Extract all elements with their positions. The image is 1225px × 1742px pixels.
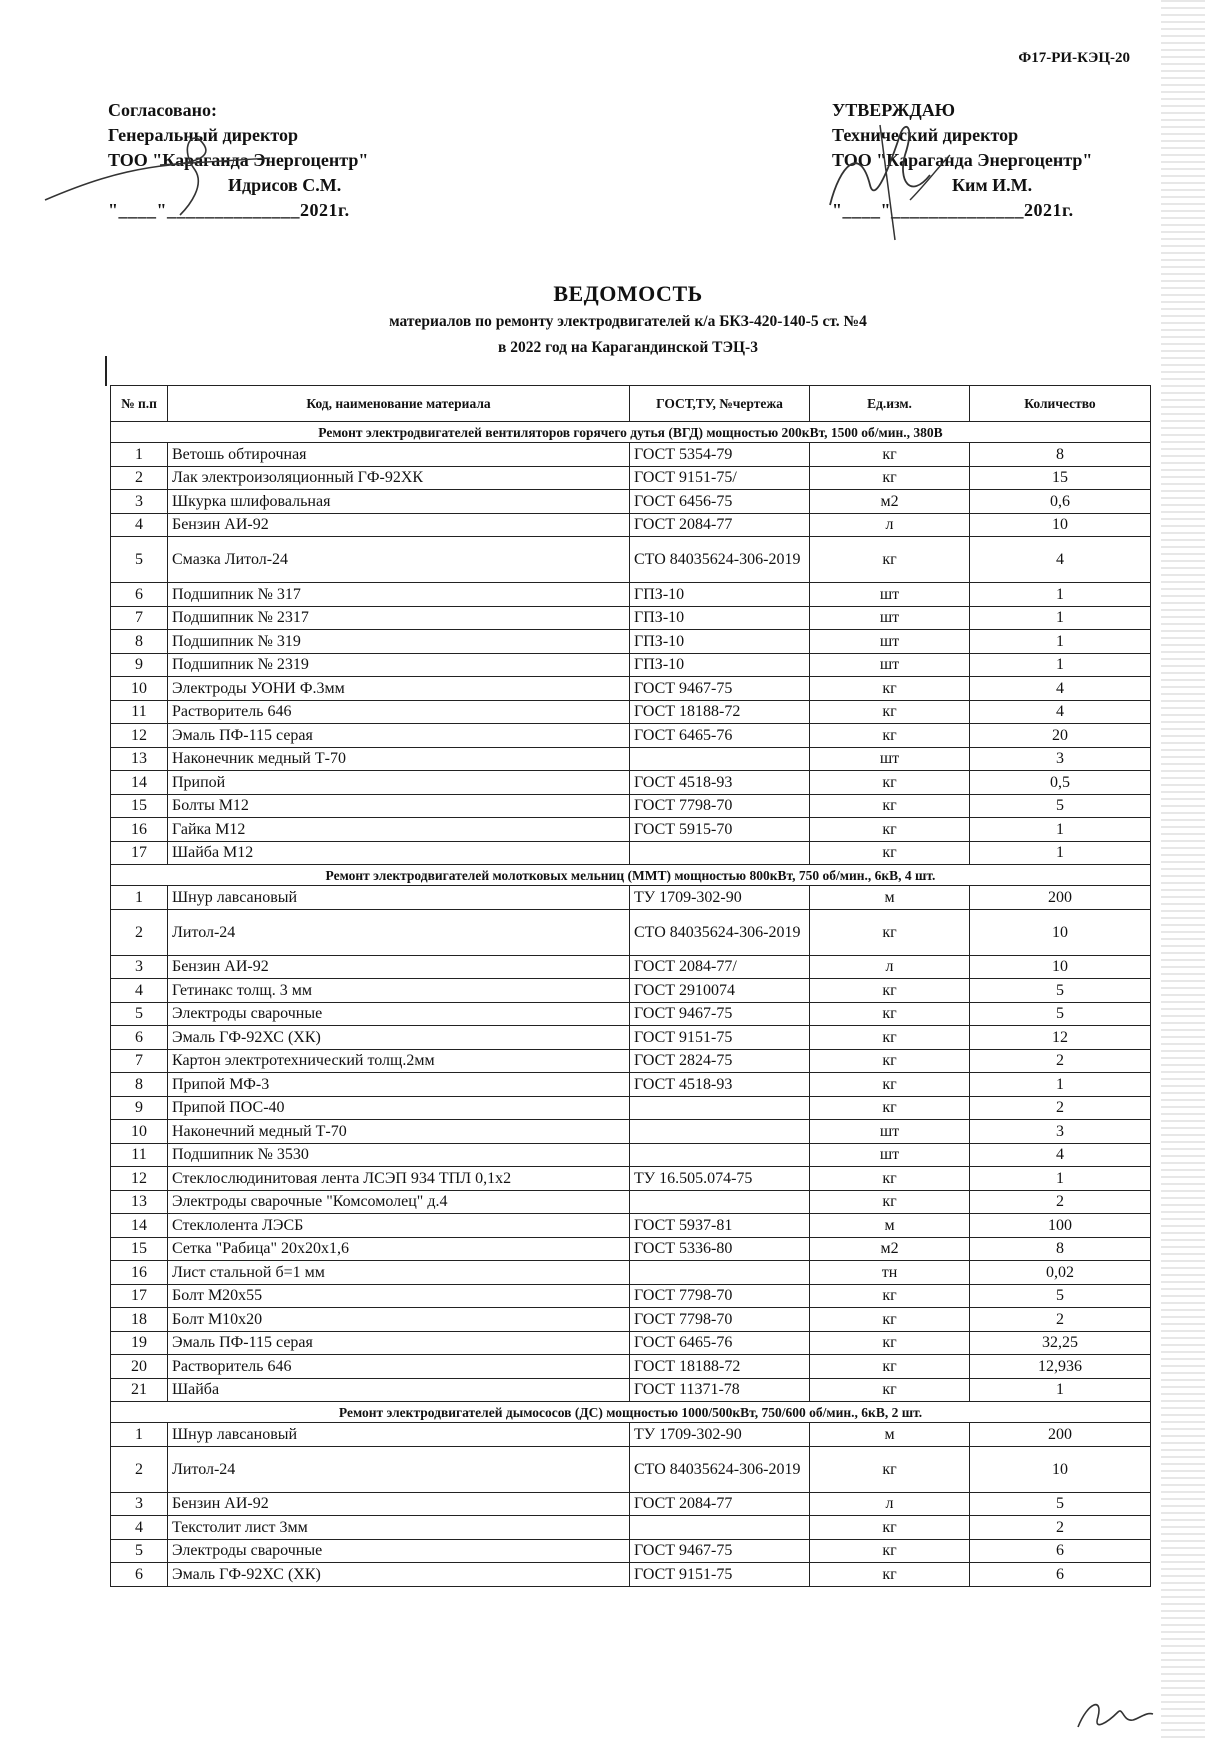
material-name: Электроды сварочные "Комсомолец" д.4: [168, 1190, 630, 1214]
page-initials-signature: [1068, 1692, 1158, 1737]
approval-right-line2: Технический директор: [832, 125, 1019, 145]
gost-reference: ГПЗ-10: [630, 653, 810, 677]
table-row: [111, 1539, 1151, 1563]
row-number: 19: [111, 1331, 168, 1355]
approval-right-line1: УТВЕРЖДАЮ: [832, 100, 956, 120]
quantity: 4: [970, 677, 1151, 701]
table-row: [111, 1284, 1151, 1308]
material-name: Эмаль ГФ-92ХС (ХК): [168, 1026, 630, 1050]
gost-reference: ГОСТ 9467-75: [630, 1002, 810, 1026]
quantity: 1: [970, 653, 1151, 677]
table-row: [111, 1516, 1151, 1540]
approval-left-date: "____"______________2021г.: [108, 200, 350, 220]
material-name: Шнур лавсановый: [168, 886, 630, 910]
quantity: 10: [970, 909, 1151, 955]
quantity: 1: [970, 841, 1151, 865]
row-number: 9: [111, 1096, 168, 1120]
material-name: Шнур лавсановый: [168, 1423, 630, 1447]
material-name: Гайка М12: [168, 818, 630, 842]
gost-reference: ГОСТ 4518-93: [630, 771, 810, 795]
table-row: [111, 1355, 1151, 1379]
material-name: Эмаль ПФ-115 серая: [168, 724, 630, 748]
material-name: Наконечник медный Т-70: [168, 747, 630, 771]
approval-right-name: Ким И.М.: [952, 175, 1033, 195]
title-block: [108, 281, 1148, 359]
quantity: 1: [970, 606, 1151, 630]
unit-of-measure: кг: [810, 1190, 970, 1214]
approval-right-line3: ТОО "Караганда Энергоцентр": [832, 150, 1093, 170]
table-row: [111, 1002, 1151, 1026]
material-name: Шайба: [168, 1378, 630, 1402]
table-row: [111, 1423, 1151, 1447]
gost-reference: [630, 1516, 810, 1540]
approval-left-line3: ТОО "Караганда Энергоцентр": [108, 150, 369, 170]
gost-reference: ГОСТ 2910074: [630, 979, 810, 1003]
material-name: Подшипник № 2319: [168, 653, 630, 677]
quantity: 3: [970, 1120, 1151, 1144]
row-number: 18: [111, 1308, 168, 1332]
gost-reference: ГОСТ 2084-77/: [630, 955, 810, 979]
table-row: [111, 1563, 1151, 1587]
gost-reference: ТУ 1709-302-90: [630, 1423, 810, 1447]
unit-of-measure: кг: [810, 1049, 970, 1073]
row-number: 6: [111, 1563, 168, 1587]
section-header-row: [111, 422, 1151, 443]
quantity: 4: [970, 1143, 1151, 1167]
table-row: [111, 583, 1151, 607]
gost-reference: ГПЗ-10: [630, 630, 810, 654]
row-number: 3: [111, 490, 168, 514]
material-name: Ветошь обтирочная: [168, 443, 630, 467]
scan-edge-artifact: [1161, 0, 1205, 1742]
gost-reference: ГОСТ 18188-72: [630, 1355, 810, 1379]
row-number: 4: [111, 513, 168, 537]
unit-of-measure: м: [810, 886, 970, 910]
material-name: Электроды УОНИ Ф.3мм: [168, 677, 630, 701]
material-name: Подшипник № 317: [168, 583, 630, 607]
unit-of-measure: шт: [810, 747, 970, 771]
unit-of-measure: кг: [810, 1331, 970, 1355]
quantity: 12,936: [970, 1355, 1151, 1379]
document-title: ВЕДОМОСТЬ: [553, 281, 703, 306]
gost-reference: ГОСТ 5915-70: [630, 818, 810, 842]
gost-reference: [630, 1120, 810, 1144]
material-name: Бензин АИ-92: [168, 513, 630, 537]
row-number: 12: [111, 724, 168, 748]
quantity: 15: [970, 466, 1151, 490]
row-number: 8: [111, 1073, 168, 1097]
unit-of-measure: кг: [810, 466, 970, 490]
table-row: [111, 1446, 1151, 1492]
unit-of-measure: кг: [810, 537, 970, 583]
row-number: 8: [111, 630, 168, 654]
material-name: Картон электротехнический толщ.2мм: [168, 1049, 630, 1073]
row-number: 5: [111, 1539, 168, 1563]
quantity: 200: [970, 1423, 1151, 1447]
material-name: Текстолит лист 3мм: [168, 1516, 630, 1540]
unit-of-measure: м: [810, 1214, 970, 1238]
gost-reference: [630, 841, 810, 865]
quantity: 0,5: [970, 771, 1151, 795]
quantity: 12: [970, 1026, 1151, 1050]
unit-of-measure: шт: [810, 1120, 970, 1144]
section-title: Ремонт электродвигателей вентиляторов горячего дутья (ВГД) мощностью 200кВт, 1500 об/мин., 380В: [111, 422, 1151, 443]
table-row: [111, 1237, 1151, 1261]
quantity: 10: [970, 513, 1151, 537]
unit-of-measure: кг: [810, 1284, 970, 1308]
material-name: Смазка Литол-24: [168, 537, 630, 583]
gost-reference: [630, 747, 810, 771]
table-row: [111, 490, 1151, 514]
material-name: Литол-24: [168, 1446, 630, 1492]
table-row: [111, 677, 1151, 701]
gost-reference: [630, 1261, 810, 1285]
quantity: 2: [970, 1308, 1151, 1332]
row-number: 21: [111, 1378, 168, 1402]
material-name: Припой ПОС-40: [168, 1096, 630, 1120]
material-name: Растворитель 646: [168, 700, 630, 724]
quantity: 2: [970, 1516, 1151, 1540]
row-number: 4: [111, 979, 168, 1003]
quantity: 5: [970, 1492, 1151, 1516]
material-name: Лист стальной б=1 мм: [168, 1261, 630, 1285]
material-name: Литол-24: [168, 909, 630, 955]
unit-of-measure: шт: [810, 630, 970, 654]
unit-of-measure: кг: [810, 724, 970, 748]
table-row: [111, 700, 1151, 724]
unit-of-measure: шт: [810, 583, 970, 607]
table-row: [111, 841, 1151, 865]
row-number: 13: [111, 747, 168, 771]
gost-reference: ТУ 16.505.074-75: [630, 1167, 810, 1191]
unit-of-measure: кг: [810, 979, 970, 1003]
unit-of-measure: тн: [810, 1261, 970, 1285]
table-row: [111, 1308, 1151, 1332]
gost-reference: ГОСТ 5937-81: [630, 1214, 810, 1238]
material-name: Подшипник № 2317: [168, 606, 630, 630]
table-row: [111, 747, 1151, 771]
gost-reference: ГОСТ 9467-75: [630, 677, 810, 701]
table-row: [111, 1378, 1151, 1402]
gost-reference: ГОСТ 5354-79: [630, 443, 810, 467]
quantity: 32,25: [970, 1331, 1151, 1355]
table-row: [111, 979, 1151, 1003]
material-name: Подшипник № 3530: [168, 1143, 630, 1167]
unit-of-measure: кг: [810, 909, 970, 955]
gost-reference: ГОСТ 7798-70: [630, 794, 810, 818]
quantity: 100: [970, 1214, 1151, 1238]
row-number: 2: [111, 466, 168, 490]
gost-reference: ГПЗ-10: [630, 606, 810, 630]
quantity: 6: [970, 1539, 1151, 1563]
table-row: [111, 1331, 1151, 1355]
unit-of-measure: кг: [810, 841, 970, 865]
approval-left-line1: Согласовано:: [108, 100, 217, 120]
table-row: [111, 1073, 1151, 1097]
quantity: 2: [970, 1049, 1151, 1073]
table-row: [111, 794, 1151, 818]
row-number: 1: [111, 886, 168, 910]
table-row: [111, 443, 1151, 467]
section-header-row: [111, 865, 1151, 886]
unit-of-measure: кг: [810, 1073, 970, 1097]
quantity: 200: [970, 886, 1151, 910]
section-title: Ремонт электродвигателей молотковых мельниц (ММТ) мощностью 800кВт, 750 об/мин., 6кВ, 4 шт.: [111, 865, 1151, 886]
row-number: 15: [111, 1237, 168, 1261]
approval-left-name: Идрисов С.М.: [228, 175, 342, 195]
material-name: Стеклолента ЛЭСБ: [168, 1214, 630, 1238]
quantity: 5: [970, 1002, 1151, 1026]
quantity: 1: [970, 818, 1151, 842]
row-number: 7: [111, 1049, 168, 1073]
signature-left: [40, 130, 280, 220]
unit-of-measure: кг: [810, 1002, 970, 1026]
table-row: [111, 955, 1151, 979]
unit-of-measure: л: [810, 1492, 970, 1516]
gost-reference: СТО 84035624-306-2019: [630, 909, 810, 955]
material-name: Болт М20х55: [168, 1284, 630, 1308]
row-number: 6: [111, 1026, 168, 1050]
row-number: 10: [111, 1120, 168, 1144]
quantity: 6: [970, 1563, 1151, 1587]
gost-reference: ГОСТ 5336-80: [630, 1237, 810, 1261]
quantity: 10: [970, 955, 1151, 979]
materials-table: [110, 385, 1151, 1587]
table-row: [111, 1120, 1151, 1144]
unit-of-measure: шт: [810, 606, 970, 630]
unit-of-measure: кг: [810, 1539, 970, 1563]
gost-reference: ГОСТ 2824-75: [630, 1049, 810, 1073]
row-number: 1: [111, 1423, 168, 1447]
row-number: 6: [111, 583, 168, 607]
gost-reference: ГОСТ 9151-75: [630, 1563, 810, 1587]
gost-reference: ТУ 1709-302-90: [630, 886, 810, 910]
row-number: 4: [111, 1516, 168, 1540]
material-name: Электроды сварочные: [168, 1539, 630, 1563]
material-name: Стеклослюдинитовая лента ЛСЭП 934 ТПЛ 0,1х2: [168, 1167, 630, 1191]
quantity: 2: [970, 1190, 1151, 1214]
row-number: 3: [111, 955, 168, 979]
table-row: [111, 886, 1151, 910]
unit-of-measure: шт: [810, 653, 970, 677]
row-number: 15: [111, 794, 168, 818]
table-row: [111, 1026, 1151, 1050]
unit-of-measure: кг: [810, 1355, 970, 1379]
row-number: 14: [111, 1214, 168, 1238]
table-row: [111, 606, 1151, 630]
gost-reference: ГОСТ 9151-75/: [630, 466, 810, 490]
material-name: Подшипник № 319: [168, 630, 630, 654]
table-row: [111, 513, 1151, 537]
gost-reference: [630, 1143, 810, 1167]
unit-of-measure: м2: [810, 490, 970, 514]
material-name: Гетинакс толщ. 3 мм: [168, 979, 630, 1003]
row-number: 1: [111, 443, 168, 467]
unit-of-measure: кг: [810, 818, 970, 842]
gost-reference: [630, 1190, 810, 1214]
table-row: [111, 630, 1151, 654]
row-number: 16: [111, 818, 168, 842]
gost-reference: [630, 1096, 810, 1120]
row-number: 5: [111, 1002, 168, 1026]
material-name: Бензин АИ-92: [168, 955, 630, 979]
table-row: [111, 909, 1151, 955]
row-number: 11: [111, 700, 168, 724]
quantity: 1: [970, 1378, 1151, 1402]
row-number: 17: [111, 841, 168, 865]
unit-of-measure: кг: [810, 1167, 970, 1191]
unit-of-measure: кг: [810, 700, 970, 724]
document-subtitle-1: материалов по ремонту электродвигателей к/а БКЗ-420-140-5 ст. №4: [389, 313, 867, 330]
unit-of-measure: кг: [810, 1026, 970, 1050]
unit-of-measure: л: [810, 513, 970, 537]
quantity: 0,02: [970, 1261, 1151, 1285]
unit-of-measure: м2: [810, 1237, 970, 1261]
material-name: Припой: [168, 771, 630, 795]
material-name: Эмаль ГФ-92ХС (ХК): [168, 1563, 630, 1587]
section-title: Ремонт электродвигателей дымососов (ДС) мощностью 1000/500кВт, 750/600 об/мин., 6кВ, 2 шт.: [111, 1402, 1151, 1423]
material-name: Болты М12: [168, 794, 630, 818]
material-name: Болт М10х20: [168, 1308, 630, 1332]
row-number: 5: [111, 537, 168, 583]
quantity: 1: [970, 1073, 1151, 1097]
material-name: Шкурка шлифовальная: [168, 490, 630, 514]
quantity: 2: [970, 1096, 1151, 1120]
table-row: [111, 537, 1151, 583]
material-name: Электроды сварочные: [168, 1002, 630, 1026]
unit-of-measure: кг: [810, 794, 970, 818]
table-row: [111, 1214, 1151, 1238]
quantity: 5: [970, 794, 1151, 818]
section-header-row: [111, 1402, 1151, 1423]
header-unit: Ед.изм.: [810, 386, 970, 422]
header-gost: ГОСТ,ТУ, №чертежа: [630, 386, 810, 422]
approval-left-line2: Генеральный директор: [108, 125, 298, 145]
header-name: Код, наименование материала: [168, 386, 630, 422]
row-number: 13: [111, 1190, 168, 1214]
unit-of-measure: кг: [810, 1446, 970, 1492]
row-number: 20: [111, 1355, 168, 1379]
table-row: [111, 724, 1151, 748]
gost-reference: ГОСТ 9151-75: [630, 1026, 810, 1050]
approval-right-date: "____"______________2021г.: [832, 200, 1074, 220]
unit-of-measure: кг: [810, 677, 970, 701]
gost-reference: ГОСТ 2084-77: [630, 1492, 810, 1516]
gost-reference: ГОСТ 7798-70: [630, 1308, 810, 1332]
quantity: 5: [970, 1284, 1151, 1308]
material-name: Растворитель 646: [168, 1355, 630, 1379]
row-number: 14: [111, 771, 168, 795]
unit-of-measure: кг: [810, 1378, 970, 1402]
quantity: 3: [970, 747, 1151, 771]
gost-reference: СТО 84035624-306-2019: [630, 1446, 810, 1492]
row-number: 11: [111, 1143, 168, 1167]
row-number: 9: [111, 653, 168, 677]
document-subtitle-2: в 2022 год на Карагандинской ТЭЦ-3: [498, 339, 758, 356]
table-row: [111, 1167, 1151, 1191]
table-row: [111, 1190, 1151, 1214]
unit-of-measure: кг: [810, 1563, 970, 1587]
row-number: 2: [111, 1446, 168, 1492]
gost-reference: ГОСТ 6465-76: [630, 724, 810, 748]
row-number: 3: [111, 1492, 168, 1516]
gost-reference: ГОСТ 7798-70: [630, 1284, 810, 1308]
material-name: Припой МФ-3: [168, 1073, 630, 1097]
gost-reference: ГОСТ 6465-76: [630, 1331, 810, 1355]
quantity: 10: [970, 1446, 1151, 1492]
unit-of-measure: кг: [810, 1516, 970, 1540]
document-code: Ф17-РИ-КЭЦ-20: [1018, 50, 1130, 66]
quantity: 4: [970, 700, 1151, 724]
unit-of-measure: м: [810, 1423, 970, 1447]
gost-reference: ГПЗ-10: [630, 583, 810, 607]
table-row: [111, 1143, 1151, 1167]
gost-reference: ГОСТ 18188-72: [630, 700, 810, 724]
unit-of-measure: кг: [810, 771, 970, 795]
material-name: Сетка "Рабица" 20х20х1,6: [168, 1237, 630, 1261]
gost-reference: ГОСТ 11371-78: [630, 1378, 810, 1402]
header-quantity: Количество: [970, 386, 1151, 422]
quantity: 8: [970, 1237, 1151, 1261]
row-number: 12: [111, 1167, 168, 1191]
header-number: № п.п: [111, 386, 168, 422]
table-row: [111, 1261, 1151, 1285]
gost-reference: ГОСТ 2084-77: [630, 513, 810, 537]
table-row: [111, 1096, 1151, 1120]
margin-line: [105, 356, 107, 386]
row-number: 10: [111, 677, 168, 701]
table-body: [111, 422, 1151, 1587]
quantity: 1: [970, 630, 1151, 654]
material-name: Наконечний медный Т-70: [168, 1120, 630, 1144]
table-row: [111, 653, 1151, 677]
quantity: 1: [970, 1167, 1151, 1191]
unit-of-measure: кг: [810, 1308, 970, 1332]
material-name: Бензин АИ-92: [168, 1492, 630, 1516]
material-name: Лак электроизоляционный ГФ-92ХК: [168, 466, 630, 490]
gost-reference: ГОСТ 6456-75: [630, 490, 810, 514]
gost-reference: СТО 84035624-306-2019: [630, 537, 810, 583]
unit-of-measure: шт: [810, 1143, 970, 1167]
gost-reference: ГОСТ 9467-75: [630, 1539, 810, 1563]
table-row: [111, 1492, 1151, 1516]
table-row: [111, 818, 1151, 842]
quantity: 8: [970, 443, 1151, 467]
row-number: 16: [111, 1261, 168, 1285]
unit-of-measure: кг: [810, 1096, 970, 1120]
quantity: 20: [970, 724, 1151, 748]
material-name: Эмаль ПФ-115 серая: [168, 1331, 630, 1355]
table-row: [111, 1049, 1151, 1073]
table-row: [111, 771, 1151, 795]
quantity: 4: [970, 537, 1151, 583]
gost-reference: ГОСТ 4518-93: [630, 1073, 810, 1097]
material-name: Шайба М12: [168, 841, 630, 865]
unit-of-measure: кг: [810, 443, 970, 467]
table-header-row: [111, 386, 1151, 422]
quantity: 0,6: [970, 490, 1151, 514]
row-number: 17: [111, 1284, 168, 1308]
signature-right: [820, 105, 960, 245]
quantity: 5: [970, 979, 1151, 1003]
unit-of-measure: л: [810, 955, 970, 979]
row-number: 7: [111, 606, 168, 630]
table-row: [111, 466, 1151, 490]
quantity: 1: [970, 583, 1151, 607]
row-number: 2: [111, 909, 168, 955]
